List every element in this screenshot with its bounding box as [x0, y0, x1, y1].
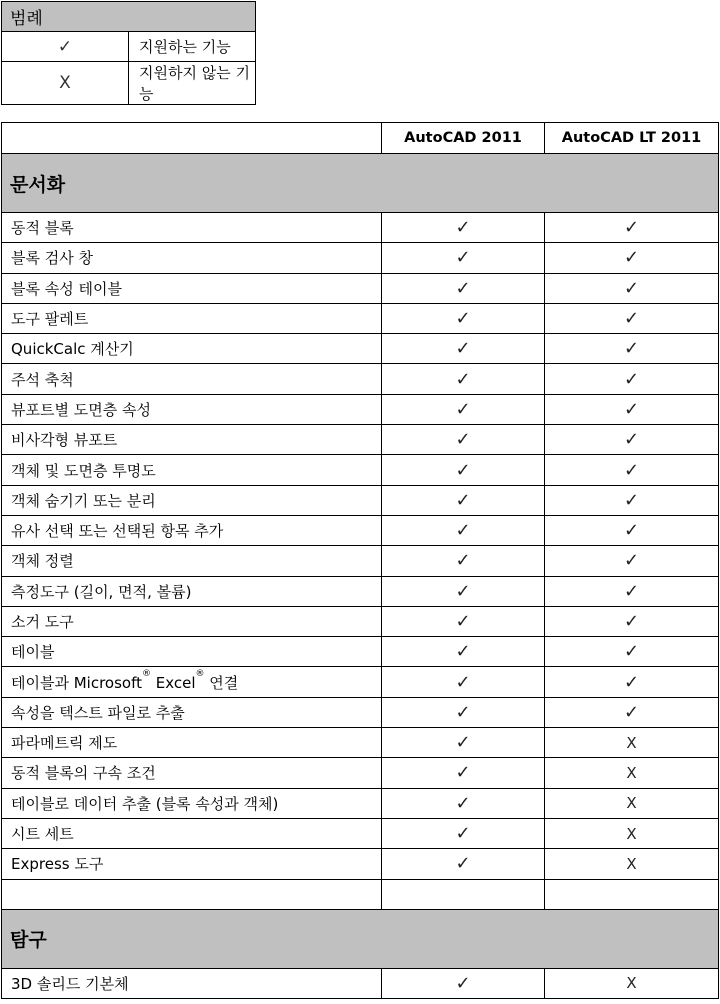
- table-row: [2, 273, 719, 303]
- check-icon: ✓: [545, 485, 719, 515]
- table-row: [2, 334, 719, 364]
- check-icon: ✓: [382, 849, 545, 879]
- feature-name: 뷰포트별 도면층 속성: [2, 394, 382, 424]
- table-row: [2, 849, 719, 879]
- table-row: [2, 425, 719, 455]
- table-row: [2, 818, 719, 848]
- feature-name: 테이블: [2, 637, 382, 667]
- feature-name: 동적 블록의 구속 조건: [2, 758, 382, 788]
- feature-name: 테이블로 데이터 추출 (블록 속성과 객체): [2, 788, 382, 818]
- check-icon: ✓: [545, 394, 719, 424]
- feature-name: 도구 팔레트: [2, 303, 382, 333]
- header-feature-cell: [2, 123, 382, 154]
- table-row: [2, 394, 719, 424]
- feature-name: 블록 검사 창: [2, 243, 382, 273]
- feature-name: 속성을 텍스트 파일로 추출: [2, 697, 382, 727]
- check-icon: ✓: [545, 546, 719, 576]
- table-row: [2, 637, 719, 667]
- check-icon: ✓: [382, 758, 545, 788]
- table-row: [2, 576, 719, 606]
- x-icon: X: [545, 968, 719, 998]
- table-row: [2, 364, 719, 394]
- feature-name: 객체 숨기기 또는 분리: [2, 485, 382, 515]
- table-row: [2, 788, 719, 818]
- check-icon: ✓: [545, 455, 719, 485]
- table-row: [2, 213, 719, 243]
- check-icon: ✓: [545, 606, 719, 636]
- check-icon: ✓: [545, 667, 719, 697]
- feature-name: 주석 축척: [2, 364, 382, 394]
- check-icon: ✓: [382, 213, 545, 243]
- feature-name: 객체 정렬: [2, 546, 382, 576]
- header-autocad-lt: AutoCAD LT 2011: [545, 123, 719, 154]
- table-row: [2, 758, 719, 788]
- check-icon: ✓: [382, 303, 545, 333]
- feature-name: [2, 879, 382, 909]
- check-icon: ✓: [545, 213, 719, 243]
- feature-name: 테이블과 Microsoft® Excel® 연결: [2, 667, 382, 697]
- table-row: [2, 546, 719, 576]
- check-icon: ✓: [545, 364, 719, 394]
- section-row: [2, 909, 719, 968]
- table-row: [2, 515, 719, 545]
- check-icon: ✓: [382, 546, 545, 576]
- check-icon: ✓: [382, 485, 545, 515]
- x-icon: X: [545, 788, 719, 818]
- check-icon: ✓: [382, 243, 545, 273]
- table-row: [2, 879, 719, 909]
- x-icon: X: [545, 818, 719, 848]
- x-icon: X: [2, 62, 129, 105]
- check-icon: ✓: [545, 243, 719, 273]
- feature-name: 파라메트릭 제도: [2, 728, 382, 758]
- table-row: [2, 968, 719, 998]
- check-icon: ✓: [382, 364, 545, 394]
- check-icon: [545, 879, 719, 909]
- x-icon: X: [545, 849, 719, 879]
- x-icon: X: [545, 728, 719, 758]
- feature-name: 비사각형 뷰포트: [2, 425, 382, 455]
- legend-table: [1, 1, 256, 105]
- table-row: [2, 667, 719, 697]
- check-icon: ✓: [545, 303, 719, 333]
- check-icon: ✓: [382, 455, 545, 485]
- check-icon: [382, 879, 545, 909]
- feature-name: 유사 선택 또는 선택된 항목 추가: [2, 515, 382, 545]
- check-icon: ✓: [382, 818, 545, 848]
- check-icon: ✓: [545, 273, 719, 303]
- check-icon: ✓: [382, 728, 545, 758]
- header-autocad: AutoCAD 2011: [382, 123, 545, 154]
- feature-name: 객체 및 도면층 투명도: [2, 455, 382, 485]
- check-icon: ✓: [382, 606, 545, 636]
- legend-unsupported-label: 지원하지 않는 기능: [129, 62, 256, 105]
- check-icon: ✓: [382, 667, 545, 697]
- check-icon: ✓: [382, 273, 545, 303]
- table-row: [2, 243, 719, 273]
- section-title: 문서화: [2, 154, 719, 213]
- x-icon: X: [545, 758, 719, 788]
- feature-name: 측정도구 (길이, 면적, 볼륨): [2, 576, 382, 606]
- table-row: [2, 697, 719, 727]
- check-icon: ✓: [382, 425, 545, 455]
- check-icon: ✓: [545, 697, 719, 727]
- check-icon: ✓: [382, 788, 545, 818]
- feature-name: 3D 솔리드 기본체: [2, 968, 382, 998]
- table-row: [2, 303, 719, 333]
- feature-name: 동적 블록: [2, 213, 382, 243]
- section-title: 탐구: [2, 909, 719, 968]
- check-icon: ✓: [382, 515, 545, 545]
- feature-comparison-table: [1, 122, 719, 999]
- check-icon: ✓: [545, 576, 719, 606]
- feature-name: 블록 속성 테이블: [2, 273, 382, 303]
- check-icon: ✓: [545, 425, 719, 455]
- feature-name: 소거 도구: [2, 606, 382, 636]
- legend-supported-label: 지원하는 기능: [129, 32, 256, 62]
- check-icon: ✓: [382, 968, 545, 998]
- check-icon: ✓: [382, 637, 545, 667]
- check-icon: ✓: [545, 515, 719, 545]
- header-row: [2, 123, 719, 154]
- feature-name: QuickCalc 계산기: [2, 334, 382, 364]
- check-icon: ✓: [2, 32, 129, 62]
- check-icon: ✓: [382, 334, 545, 364]
- check-icon: ✓: [545, 334, 719, 364]
- table-row: [2, 728, 719, 758]
- check-icon: ✓: [382, 697, 545, 727]
- check-icon: ✓: [382, 576, 545, 606]
- check-icon: ✓: [545, 637, 719, 667]
- feature-name: Express 도구: [2, 849, 382, 879]
- feature-name: 시트 세트: [2, 818, 382, 848]
- table-row: [2, 485, 719, 515]
- section-row: [2, 154, 719, 213]
- table-row: [2, 606, 719, 636]
- table-row: [2, 455, 719, 485]
- check-icon: ✓: [382, 394, 545, 424]
- legend-title: 범례: [2, 2, 256, 32]
